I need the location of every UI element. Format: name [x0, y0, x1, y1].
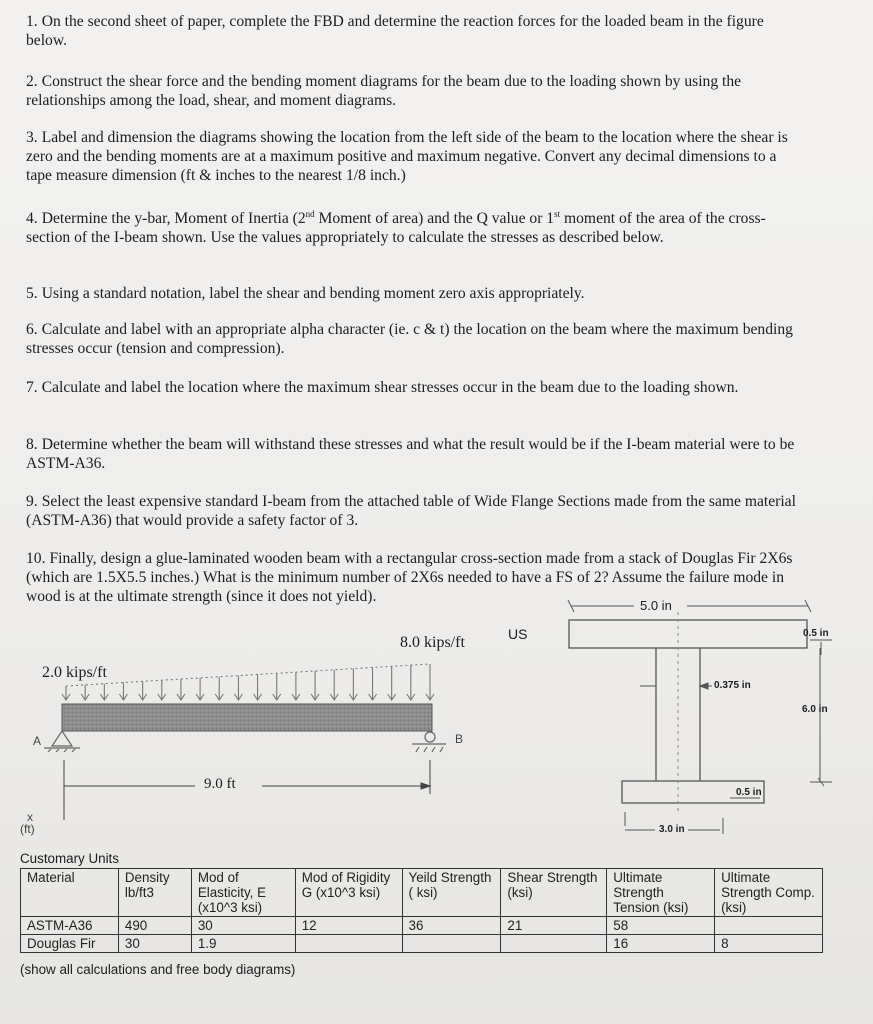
span-dimension-line: [64, 760, 430, 820]
pin-support-a: [44, 731, 80, 752]
roller-support-b: [412, 732, 446, 752]
flange-width-label: 5.0 in: [640, 598, 672, 613]
table-footer-note: (show all calculations and free body diagrams): [20, 962, 296, 977]
question-3: 3. Label and dimension the diagrams showing the location from the left side of the beam to the location where the shear is zero and the bending moments are at a maximum positive and maximum negative. Convert any decimal dimensions to a tape measure dimension (ft & inches to the nearest 1/8 inch.): [26, 129, 788, 184]
material-properties-table: [20, 868, 823, 953]
question-8: 8. Determine whether the beam will withstand these stresses and what the result would be if the I-beam material were to be ASTM-A36.: [26, 436, 795, 472]
table-cell: 490: [118, 917, 191, 935]
web-height-label: 6.0 in: [802, 704, 828, 715]
table-header-cell: Mod of Rigidity G (x10^3 ksi): [295, 869, 402, 917]
i-beam-cross-section: [569, 612, 807, 812]
question-2: 2. Construct the shear force and the bending moment diagrams for the beam due to the loading shown by using the relationships among the load, shear, and moment diagrams.: [26, 73, 742, 109]
table-cell: 21: [501, 917, 607, 935]
distributed-load-arrows: [62, 664, 434, 700]
table-cell: [501, 935, 607, 953]
table-row: [21, 935, 823, 953]
table-cell: 8: [715, 935, 823, 953]
load-right-label: 8.0 kips/ft: [400, 634, 465, 651]
table-row: [21, 917, 823, 935]
x-axis-label: x: [27, 810, 33, 824]
table-cell: 58: [607, 917, 715, 935]
load-envelope-line: [66, 664, 430, 686]
table-header-cell: Material: [21, 869, 119, 917]
table-title: Customary Units: [20, 851, 119, 866]
question-7: 7. Calculate and label the location where the maximum shear stresses occur in the beam due to the loading shown.: [26, 379, 739, 396]
flange-thickness-label: 0.5 in: [803, 628, 829, 639]
bottom-flange-thickness-label: 0.5 in: [736, 787, 762, 798]
x-axis-unit: (ft): [20, 822, 35, 836]
table-header-cell: Shear Strength (ksi): [501, 869, 607, 917]
table-cell: 12: [295, 917, 402, 935]
table-header-cell: Ultimate Strength Tension (ksi): [607, 869, 715, 917]
support-b-label: B: [455, 732, 464, 746]
table-cell: 16: [607, 935, 715, 953]
question-10: 10. Finally, design a glue-laminated wooden beam with a rectangular cross-section made from a stack of Douglas Fir 2X6s (which are 1.5X5.5 inches.) What is the minimum number of 2X6s needed to have a FS of 2? Assume the failure mode in wood is at the ultimate strength (since it does not yield).: [26, 550, 793, 605]
table-cell: ASTM-A36: [21, 917, 119, 935]
beam-body: [62, 704, 432, 731]
table-header-cell: Ultimate Strength Comp. (ksi): [715, 869, 823, 917]
table-cell: 30: [191, 917, 295, 935]
load-left-label: 2.0 kips/ft: [42, 664, 107, 681]
table-cell: 1.9: [191, 935, 295, 953]
question-9: 9. Select the least expensive standard I-beam from the attached table of Wide Flange Sections made from the same material (ASTM-A36) that would provide a safety factor of 3.: [26, 493, 796, 529]
question-4: 4. Determine the y-bar, Moment of Inertia (2nd Moment of area) and the Q value or 1st moment of the area of the cross-section of the I-beam shown. Use the values appropriately to calculate the stresses as described below.: [26, 209, 766, 247]
question-5: 5. Using a standard notation, label the shear and bending moment zero axis appropriately.: [26, 285, 585, 302]
bottom-flange-width-label: 3.0 in: [659, 824, 685, 835]
question-6: 6. Calculate and label with an appropriate alpha character (ie. c & t) the location on the beam where the maximum bending stresses occur (tension and compression).: [26, 321, 793, 357]
table-cell: [402, 935, 501, 953]
table-header-cell: Yeild Strength ( ksi): [402, 869, 501, 917]
table-cell: [715, 917, 823, 935]
table-cell: 36: [402, 917, 501, 935]
units-tag: US: [508, 626, 528, 642]
table-header-cell: Mod of Elasticity, E (x10^3 ksi): [191, 869, 295, 917]
support-a-label: A: [33, 734, 42, 748]
table-cell: 30: [118, 935, 191, 953]
table-header-row: [21, 869, 823, 917]
table-header-cell: Density lb/ft3: [118, 869, 191, 917]
table-cell: Douglas Fir: [21, 935, 119, 953]
table-cell: [295, 935, 402, 953]
question-1: 1. On the second sheet of paper, complete the FBD and determine the reaction forces for the loaded beam in the figure below.: [26, 13, 764, 49]
web-thickness-label: 0.375 in: [714, 680, 751, 691]
span-label: 9.0 ft: [204, 776, 236, 792]
